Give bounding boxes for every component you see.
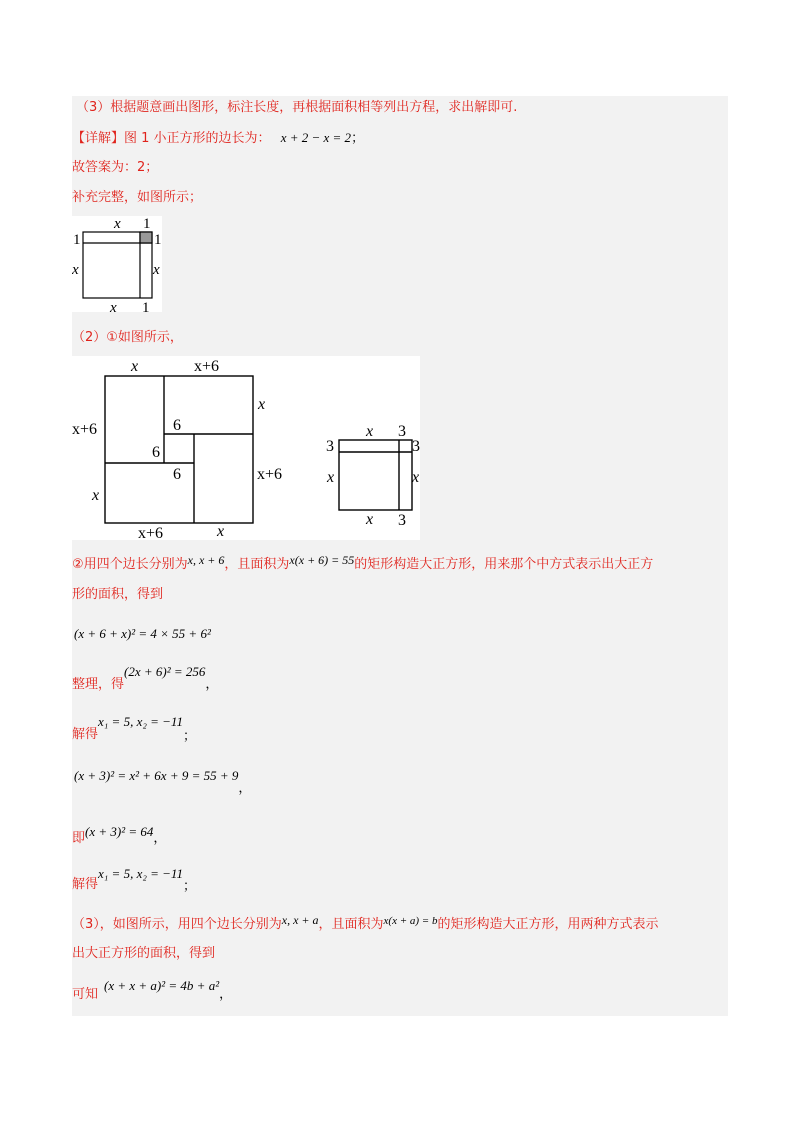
math-sides-a: x, x + a [281,913,319,927]
fig2-small-top-label: x [366,423,374,440]
text-segment: ； [182,728,196,743]
fig2-bottom-left-label: x+6 [138,525,164,540]
fig2-top-right-label: x+6 [194,358,220,375]
fig2-right-bottom-label: x+6 [257,466,283,483]
text-segment: ②用四个边长分别为 [72,557,188,572]
text-segment: 解得 [72,877,99,892]
fig2-small-left-label: x [327,469,335,486]
detail-equation: x + 2 − x = 2 [280,130,352,145]
fig1-left-top-label: 1 [73,232,81,248]
line-part2-b [72,553,654,573]
fig1-left-label: x [72,262,79,278]
text-segment: 整理，得 [72,677,125,692]
fig2-small-bottom-right-label: 3 [398,512,406,529]
fig2-small-top-right-label: 3 [398,423,406,440]
line-expand [74,768,252,795]
equation-3: x₁ = 5, x₂ = −11 [98,714,183,729]
line-solve-1 [72,714,196,743]
text-segment: 即 [72,831,86,846]
text-segment: ， [219,986,233,1001]
fig1-right-label: x [153,262,160,278]
line-conclusion [72,978,233,1003]
equation-7: (x + x + a)² = 4b + a² [104,978,220,993]
line-simplify [72,664,219,693]
figure-1 [72,216,162,312]
fig2-inner-bottom-label: 6 [173,466,181,483]
text-segment: 的矩形构造大正方形，用来那个中方式表示出大正方 [354,557,654,572]
fig2-small-bottom-label: x [366,511,374,528]
fig2-bottom-right-label: x [217,523,225,540]
detail-end: ； [351,130,365,145]
text-segment: （3），如图所示，用四个边长分别为 [72,917,282,932]
fig2-small-right-label: x [412,469,420,486]
fig2-small-left-top-label: 3 [326,438,334,455]
fig1-bottom-right-label: 1 [142,300,150,312]
line-detail [72,130,364,147]
line-complete: 补充完整，如图所示； [72,190,203,205]
equation-6: x₁ = 5, x₂ = −11 [98,866,183,881]
fig2-left-top-label: x+6 [72,421,98,438]
text-segment: ，且面积为 [318,917,384,932]
fig2-inner-top-label: 6 [173,417,181,434]
text-segment: ， [153,830,167,845]
equation-4: (x + 3)² = x² + 6x + 9 = 55 + 9 [74,768,239,783]
detail-text: 图 1 小正方形的边长为： [124,131,271,146]
figure-2 [72,356,420,540]
fig2-small-right-top-label: 3 [412,438,420,455]
line-area-2: 出大正方形的面积，得到 [72,946,216,961]
equation-1: (x + 6 + x)² = 4 × 55 + 6² [74,626,211,641]
text-segment: ，且面积为 [224,557,290,572]
text-segment: ； [182,878,196,893]
line-solve-2 [72,866,196,893]
detail-tag: 【详解】 [72,131,125,146]
text-segment: 的矩形构造大正方形，用两种方式表示 [437,917,659,932]
line-part3 [72,913,659,933]
line-answer: 故答案为：2； [72,160,159,175]
equation-2: (2x + 6)² = 256 [124,664,206,679]
fig2-top-left-label: x [131,358,139,375]
text-segment: 解得 [72,727,99,742]
math-sides: x, x + 6 [187,553,225,567]
fig2-inner-left-label: 6 [152,444,160,461]
text-segment: 可知 [72,987,99,1002]
line-area: 形的面积，得到 [72,587,164,602]
line-i-e [72,824,167,847]
fig2-right-top-label: x [258,396,266,413]
math-area: x(x + 6) = 55 [289,553,355,567]
math-area-b: x(x + a) = b [383,915,438,927]
text-segment: ， [238,780,252,795]
fig1-right-top-label: 1 [154,232,162,248]
fig1-top-label: x [114,216,121,232]
fig2-left-bottom-label: x [92,487,100,504]
line-method-3: （3）根据题意画出图形，标注长度，再根据面积相等列出方程，求出解即可. [76,100,518,115]
line-part2: （2）①如图所示， [72,330,183,345]
fig1-top-right-label: 1 [143,216,151,232]
text-segment: ， [205,676,219,691]
fig1-bottom-label: x [110,300,117,312]
equation-5: (x + 3)² = 64 [85,824,154,839]
